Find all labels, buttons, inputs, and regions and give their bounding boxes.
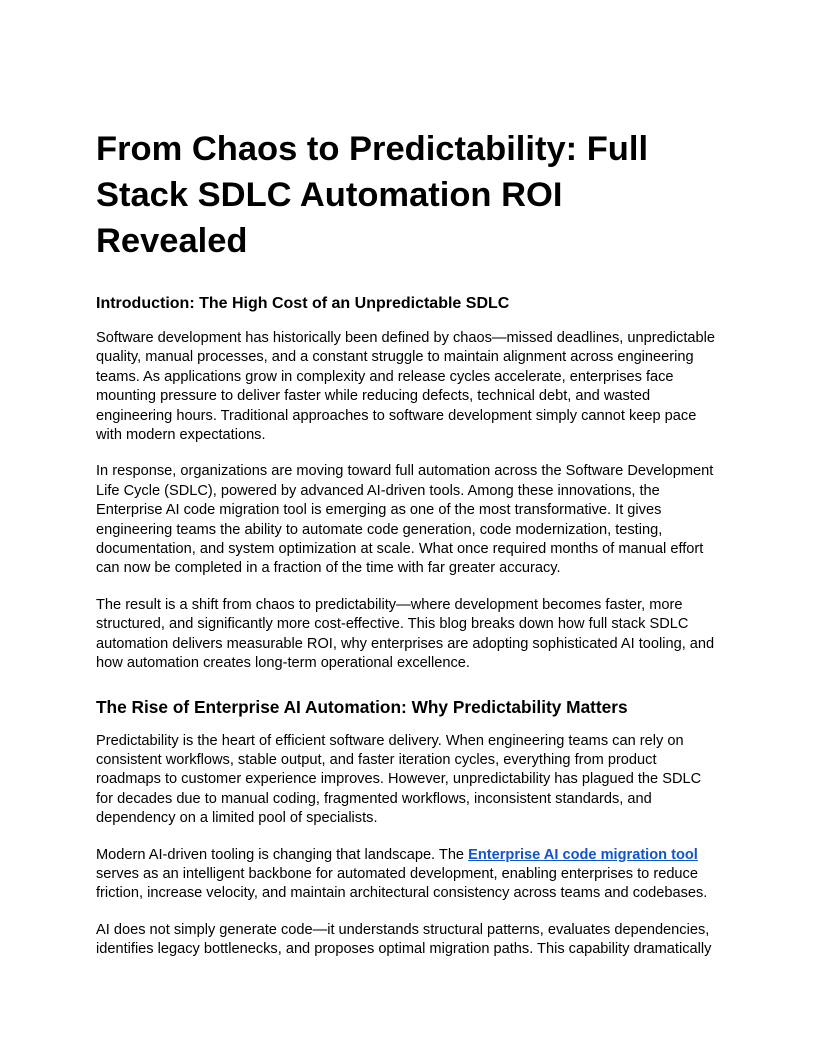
paragraph: Software development has historically been defined by chaos—missed deadlines, unpredictable quality, manual processes, and a constant struggle to maintain alignment across engineering teams. As applications grow in complexity and release cycles accelerate, enterprises face mounting pressure to deliver faster while reducing defects, technical debt, and wasted engineering hours. Traditional approaches to software development simply cannot keep pace with modern expectations. xyxy=(96,330,715,444)
paragraph: Predictability is the heart of efficient software delivery. When engineering teams can rely on consistent workflows, stable output, and faster iteration cycles, everything from product roadmaps to customer experience improves. However, unpredictability has plagued the SDLC for decades due to manual coding, fragmented workflows, inconsistent standards, and dependency on a limited pool of specialists. xyxy=(96,732,702,827)
document-title: From Chaos to Predictability: Full Stack SDLC Automation ROI Revealed xyxy=(96,130,649,260)
paragraph-text-after-link: serves as an intelligent backbone for automated development, enabling enterprises to reduce friction, increase velocity, and maintain architectural consistency across teams and codebases. xyxy=(96,865,708,902)
document-page xyxy=(96,126,720,977)
enterprise-ai-code-migration-tool-link[interactable]: Enterprise AI code migration tool xyxy=(468,846,698,863)
paragraph-text-before-link: Modern AI-driven tooling is changing that landscape. The xyxy=(96,846,469,863)
section-heading-introduction: Introduction: The High Cost of an Unpredictable SDLC xyxy=(96,295,510,312)
paragraph-with-link xyxy=(96,846,720,904)
paragraph: In response, organizations are moving toward full automation across the Software Development Life Cycle (SDLC), powered by advanced AI-driven tools. Among these innovations, the Enterprise AI code migration tool is emerging as one of the most transformative. It gives engineering teams the ability to automate code generation, code modernization, testing, documentation, and system optimization at scale. What once required months of manual effort can now be completed in a fraction of the time with far greater accuracy. xyxy=(96,463,714,577)
section-heading-rise-of-ai: The Rise of Enterprise AI Automation: Why Predictability Matters xyxy=(96,696,628,717)
paragraph: The result is a shift from chaos to predictability—where development becomes faster, more structured, and significantly more cost-effective. This blog breaks down how full stack SDLC automation delivers measurable ROI, why enterprises are adopting sophisticated AI tooling, and how automation creates long-term operational excellence. xyxy=(96,596,715,672)
paragraph: AI does not simply generate code—it understands structural patterns, evaluates dependencies, identifies legacy bottlenecks, and proposes optimal migration paths. This capability dramatically xyxy=(96,921,712,958)
